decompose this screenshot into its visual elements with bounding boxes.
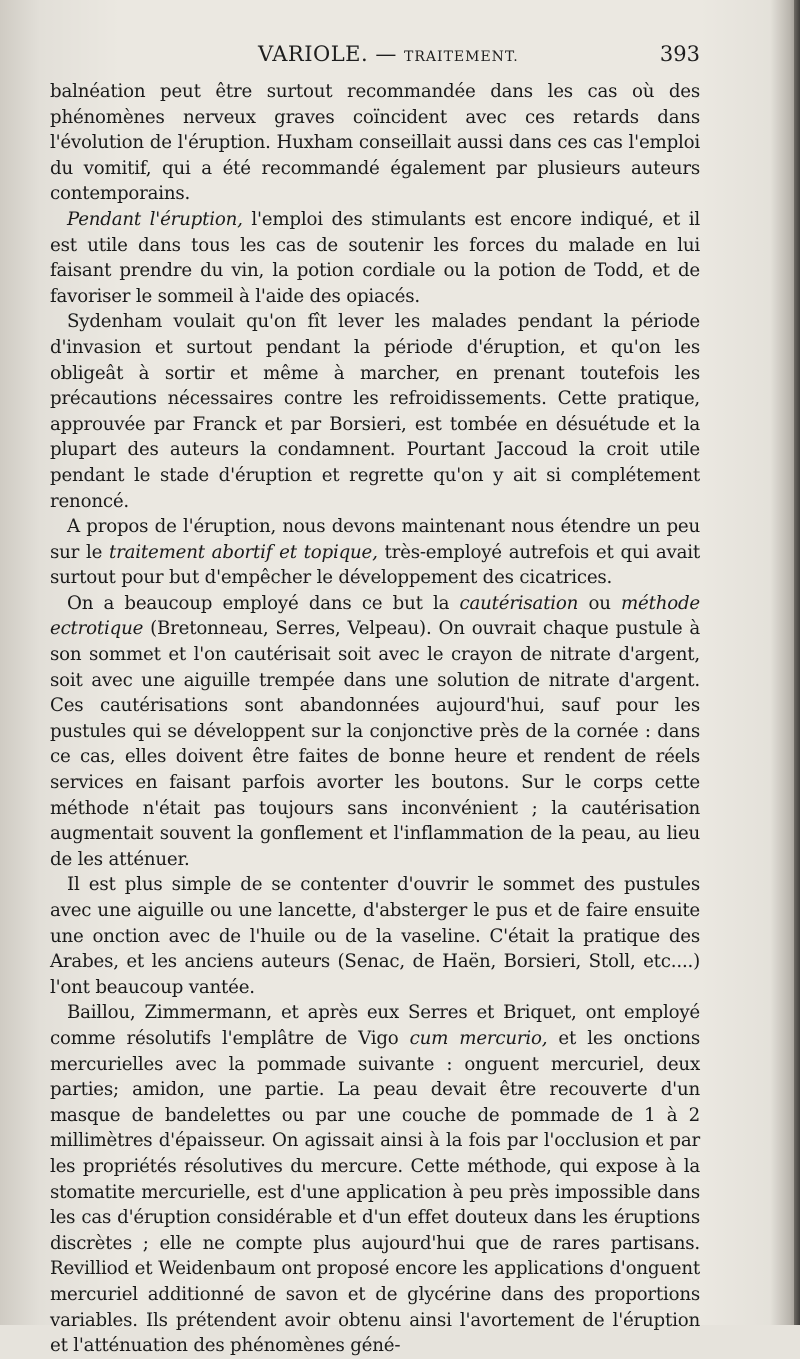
paragraph-4-text-b: très-employé autrefois et qui avait surtout pour but d'empêcher le développement des cicatrices. [50,541,700,589]
running-title [258,42,519,66]
paragraph-7-emphasis: cum mercurio, [409,1027,548,1049]
paragraph-6: Il est plus simple de se contenter d'ouvrir le sommet des pustules avec une aiguille ou une lancette, d'absterger le pus et de faire ensuite une onction avec de l'huile ou de la vaseline. C'était la pratique des Arabes, et les anciens auteurs (Senac, de Haën, Borsieri, Stoll, etc....) l'ont beaucoup vantée. [50,874,700,998]
running-title-main: VARIOLE. — [258,42,397,66]
page-edge-shadow [794,0,800,1325]
paragraph-7-text-b: et les onctions mercurielles avec la pommade suivante : onguent mercuriel, deux parties; amidon, une partie. La peau devait être recouverte d'un masque de bandelettes ou par une couche de pommade de 1 à 2 millimètres d'épaisseur. On agissait ainsi à la fois par l'occlusion et par les propriétés résolutives du mercure. Cette méthode, qui expose à la stomatite mercurielle, est d'une application à peu près impossible dans les cas d'éruption considérable et d'un effet douteux dans les éruptions discrètes ; elle ne compte plus aujourd'hui que de rares partisans. Revilliod et Weidenbaum ont proposé encore les applications d'onguent mercuriel additionné de savon et de glycérine dans des proportions variables. Ils prétendent avoir obtenu ainsi l'avortement de l'éruption et l'atténuation des phénomènes géné- [50,1027,700,1357]
paragraph-5-text-a: On a beaucoup employé dans ce but la [67,592,460,614]
paragraph-2-emphasis: Pendant l'éruption, [67,208,243,230]
paragraph-7 [50,1000,700,1358]
paragraph-2-text: l'emploi des stimulants est encore indiqué, et il est utile dans tous les cas de soutenir les forces du malade en lui faisant prendre du vin, la potion cordiale ou la potion de Todd, et de favoriser le sommeil à l'aide des opiacés. [50,208,700,307]
paragraph-7-text-a: Baillou, Zimmermann, et après eux Serres et Briquet, ont employé comme résolutifs l'emplâtre de Vigo [50,1002,700,1049]
paragraph-5-text-c: (Bretonneau, Serres, Velpeau). On ouvrait chaque pustule à son sommet et l'on cautérisait soit avec le crayon de nitrate d'argent, soit avec une aiguille trempée dans une solution de nitrate d'argent. Ces cautérisations sont abandonnées aujourd'hui, sauf pour les pustules qui se développent sur la conjonctive près de la cornée : dans ce cas, elles doivent être faites de bonne heure et rendent de réels services en faisant parfois avorter les boutons. Sur le corps cette méthode n'était pas toujours sans inconvénient ; la cautérisation augmentait souvent la gonflement et l'inflammation de la peau, au lieu de les atténuer. [50,618,700,870]
paragraph-5-emphasis-1: cautérisation [459,592,579,614]
body-text [50,79,700,1359]
paragraph-4 [50,514,700,591]
paragraph-4-emphasis: traitement abortif et topique, [109,541,378,563]
page-header [50,42,700,76]
page-number: 393 [659,42,700,66]
paragraph-3: Sydenham voulait qu'on fît lever les malades pendant la période d'invasion et surtout pendant la période d'éruption, et qu'on les obligeât à sortir et même à marcher, en prenant toutefois les précautions nécessaires contre les refroidissements. Cette pratique, approuvée par Franck et par Borsieri, est tombée en désuétude et la plupart des auteurs la condamnent. Pourtant Jaccoud la croit utile pendant le stade d'éruption et regrette qu'on y ait si complétement renoncé. [50,311,700,512]
paragraph-2 [50,207,700,309]
paragraph-5-emphasis-2: méthode ectrotique [50,592,700,640]
paragraph-5-text-b: ou [578,592,621,614]
paragraph-4-text-a: A propos de l'éruption, nous devons maintenant nous étendre un peu sur le [50,516,700,563]
paragraph-1: balnéation peut être surtout recommandée dans les cas où des phénomènes nerveux graves coïncident avec ces retards dans l'évolution de l'éruption. Huxham conseillait aussi dans ces cas l'emploi du vomitif, qui a été recommandé également par plusieurs auteurs contemporains. [50,81,700,205]
paragraph-5 [50,591,700,873]
running-title-sub: TRAITEMENT. [404,49,519,65]
